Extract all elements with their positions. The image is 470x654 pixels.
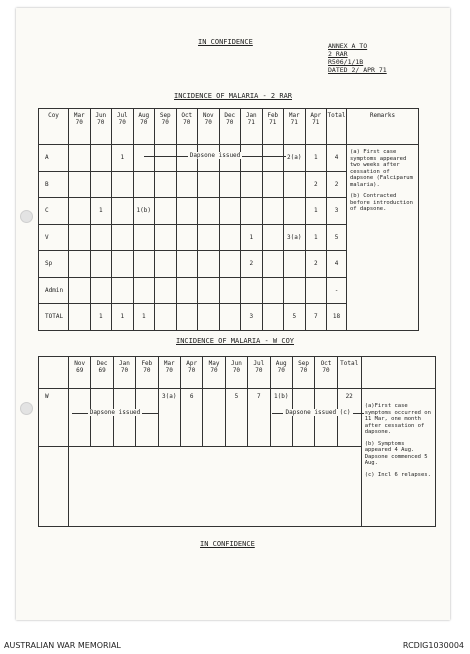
data-cell	[219, 304, 241, 331]
row-label: A	[39, 145, 69, 172]
document-page	[16, 8, 450, 620]
punch-hole	[20, 210, 33, 223]
row-label: Admin	[39, 277, 69, 304]
month-header	[136, 357, 158, 389]
data-cell: 1	[112, 304, 134, 331]
month-year: 70	[255, 367, 263, 374]
remark-note: (a)First case symptoms occurred on 11 Mar, one month after cessation of dapsone.	[364, 403, 431, 435]
data-cell	[284, 277, 306, 304]
month-name: Jun	[95, 112, 107, 119]
blank-header	[39, 357, 69, 389]
month-name: Nov	[74, 360, 86, 367]
data-cell	[133, 171, 155, 198]
annex-line: R506/1/1B	[328, 58, 364, 66]
month-year: 70	[226, 119, 234, 126]
month-name: Dec	[224, 112, 236, 119]
month-header	[90, 109, 112, 145]
data-cell	[91, 389, 113, 447]
remarks-cell	[361, 389, 435, 527]
month-name: Apr	[310, 112, 322, 119]
month-header	[284, 109, 306, 145]
total-cell: 5	[327, 224, 347, 251]
dapsone-issued-note: Dapsone issued (c)	[285, 409, 351, 416]
archive-footer	[0, 636, 470, 654]
annex-line: ANNEX A TO	[328, 42, 368, 50]
remark-note: (b) Contracted before introduction of dapsone.	[350, 193, 413, 212]
data-cell	[262, 304, 284, 331]
row-label: TOTAL	[39, 304, 69, 331]
month-name: Sep	[298, 360, 310, 367]
month-name: Apr	[186, 360, 198, 367]
remark-note: (c) Incl 6 relapses.	[364, 471, 431, 478]
data-cell	[90, 145, 112, 172]
data-cell	[219, 251, 241, 278]
data-cell	[155, 145, 177, 172]
data-cell	[176, 304, 198, 331]
data-cell	[284, 251, 306, 278]
row-label: W	[39, 389, 69, 447]
month-name: Aug	[138, 112, 150, 119]
data-cell	[176, 171, 198, 198]
month-name: Jan	[119, 360, 130, 367]
data-cell	[69, 389, 91, 447]
data-cell: 6	[180, 389, 202, 447]
header-row	[39, 357, 436, 389]
data-cell	[284, 171, 306, 198]
dapsone-issued-note: Dapsone issued	[189, 152, 241, 159]
data-cell	[315, 389, 337, 447]
data-cell: 1(b)	[133, 198, 155, 225]
data-cell	[198, 171, 220, 198]
data-cell: 1	[112, 145, 134, 172]
month-name: Jul	[253, 360, 265, 367]
data-cell	[241, 145, 263, 172]
month-name: Feb	[267, 112, 279, 119]
data-cell	[69, 198, 91, 225]
total-cell: 4	[327, 251, 347, 278]
data-cell: 2	[305, 251, 327, 278]
blank-cell	[69, 447, 362, 527]
data-cell	[90, 224, 112, 251]
month-name: Jun	[231, 360, 242, 367]
data-cell: 3(a)	[158, 389, 180, 447]
data-cell	[133, 224, 155, 251]
month-name: May	[208, 360, 220, 367]
punch-hole	[20, 402, 33, 415]
month-name: Oct	[320, 360, 332, 367]
total-cell: 3	[327, 198, 347, 225]
row-label: Sp	[39, 251, 69, 278]
data-cell	[198, 224, 220, 251]
month-year: 70	[232, 367, 241, 374]
data-cell	[262, 198, 284, 225]
month-name: Sep	[159, 112, 171, 119]
month-year: 70	[188, 367, 196, 374]
total-cell: 4	[327, 145, 347, 172]
data-cell	[155, 198, 177, 225]
month-header	[315, 357, 337, 389]
month-header	[305, 109, 327, 145]
data-cell	[155, 277, 177, 304]
month-year: 70	[322, 367, 330, 374]
remark-note: (a) First case symptoms appeared two weeks after cessation of dapsone (Falciparum malaria).	[350, 149, 413, 188]
data-cell	[155, 224, 177, 251]
month-year: 70	[165, 367, 173, 374]
data-cell: 2(a)	[284, 145, 306, 172]
coy-header: Coy	[39, 109, 69, 145]
data-cell: 5	[225, 389, 247, 447]
data-cell	[133, 145, 155, 172]
month-header	[219, 109, 241, 145]
annex-block	[328, 42, 387, 74]
total-cell: 18	[327, 304, 347, 331]
month-year: 70	[299, 367, 308, 374]
data-cell	[176, 198, 198, 225]
table-row	[39, 389, 436, 447]
data-cell: 3	[241, 304, 263, 331]
data-cell	[112, 251, 134, 278]
remarks-header: Remarks	[347, 109, 419, 145]
total-cell: 22	[337, 389, 361, 447]
total-cell: -	[327, 277, 347, 304]
data-cell	[155, 251, 177, 278]
data-cell	[198, 198, 220, 225]
month-year: 70	[161, 119, 169, 126]
remarks-header	[361, 357, 435, 389]
month-year: 69	[98, 367, 106, 374]
data-cell: 1	[90, 304, 112, 331]
month-header	[180, 357, 202, 389]
data-cell	[90, 251, 112, 278]
month-year: 70	[183, 119, 191, 126]
data-cell: 1	[133, 304, 155, 331]
data-cell	[219, 171, 241, 198]
data-cell	[90, 171, 112, 198]
data-cell	[219, 198, 241, 225]
data-cell	[69, 304, 91, 331]
month-header	[176, 109, 198, 145]
month-year: 71	[312, 119, 320, 126]
data-cell: 5	[284, 304, 306, 331]
data-cell	[112, 171, 134, 198]
data-cell	[241, 198, 263, 225]
month-header	[133, 109, 155, 145]
data-cell	[262, 171, 284, 198]
data-cell: 1	[305, 198, 327, 225]
data-cell	[69, 251, 91, 278]
data-cell: 7	[305, 304, 327, 331]
month-header	[292, 357, 314, 389]
total-header: Total	[337, 357, 361, 389]
malaria-2rar-table	[38, 108, 419, 331]
month-year: 70	[210, 367, 218, 374]
data-cell	[176, 251, 198, 278]
month-header	[262, 109, 284, 145]
month-name: Jan	[245, 112, 257, 119]
month-name: Mar	[288, 112, 300, 119]
month-year: 70	[277, 367, 285, 374]
row-label: B	[39, 171, 69, 198]
data-cell	[219, 277, 241, 304]
data-cell	[219, 224, 241, 251]
data-cell	[90, 277, 112, 304]
table1-title: INCIDENCE OF MALARIA - 2 RAR	[174, 92, 293, 100]
data-cell	[305, 277, 327, 304]
month-header	[270, 357, 292, 389]
blank-cell	[39, 447, 69, 527]
total-cell: 2	[327, 171, 347, 198]
month-year: 70	[118, 119, 126, 126]
data-cell	[176, 277, 198, 304]
malaria-wcoy-table	[38, 356, 436, 527]
data-cell	[262, 251, 284, 278]
data-cell: 7	[248, 389, 270, 447]
row-label: C	[39, 198, 69, 225]
classification-top: IN CONFIDENCE	[198, 38, 253, 46]
dapsone-issued-note: Dapsone issued	[89, 409, 141, 416]
month-header	[225, 357, 247, 389]
annex-line: 2 RAR	[328, 50, 348, 58]
month-year: 70	[140, 119, 148, 126]
month-header	[203, 357, 225, 389]
month-header	[91, 357, 113, 389]
data-cell	[69, 145, 91, 172]
remark-note: (b) Symptoms appeared 4 Aug. Dapsone commenced 5 Aug.	[364, 440, 428, 466]
data-cell: 1(b)	[270, 389, 292, 447]
footer-id: RCDIG1030004	[402, 641, 464, 650]
data-cell: 2	[305, 171, 327, 198]
total-header: Total	[327, 109, 347, 145]
data-cell	[133, 251, 155, 278]
month-name: Mar	[163, 360, 175, 367]
data-cell	[69, 277, 91, 304]
data-cell	[198, 277, 220, 304]
month-name: Oct	[181, 112, 193, 119]
month-name: Aug	[275, 360, 287, 367]
data-cell	[133, 277, 155, 304]
classification-bottom: IN CONFIDENCE	[200, 540, 255, 548]
month-header	[69, 109, 91, 145]
data-cell: 1	[241, 224, 263, 251]
data-cell	[241, 171, 263, 198]
month-header	[158, 357, 180, 389]
data-cell	[155, 171, 177, 198]
month-year: 70	[75, 119, 83, 126]
data-cell	[112, 198, 134, 225]
month-year: 70	[120, 367, 129, 374]
table2-title: INCIDENCE OF MALARIA - W COY	[176, 337, 295, 345]
data-cell	[69, 171, 91, 198]
data-cell	[155, 304, 177, 331]
data-cell	[176, 224, 198, 251]
data-cell	[198, 304, 220, 331]
month-header	[69, 357, 91, 389]
month-header	[113, 357, 135, 389]
data-cell	[262, 277, 284, 304]
data-cell	[284, 198, 306, 225]
month-name: Nov	[202, 112, 214, 119]
month-year: 69	[76, 367, 84, 374]
data-cell	[112, 224, 134, 251]
month-header	[241, 109, 263, 145]
month-name: Dec	[96, 360, 108, 367]
month-year: 71	[247, 119, 255, 126]
month-name: Mar	[73, 112, 85, 119]
data-cell	[198, 251, 220, 278]
data-cell	[262, 145, 284, 172]
data-cell	[136, 389, 158, 447]
month-year: 70	[97, 119, 105, 126]
data-cell	[203, 389, 225, 447]
data-cell: 1	[305, 145, 327, 172]
data-cell	[112, 277, 134, 304]
month-year: 70	[204, 119, 212, 126]
row-label: V	[39, 224, 69, 251]
annex-line: DATED 2/ APR 71	[328, 66, 387, 74]
remarks-cell	[347, 145, 419, 331]
month-header	[198, 109, 220, 145]
month-year: 71	[290, 119, 298, 126]
data-cell	[262, 224, 284, 251]
month-year: 70	[143, 367, 151, 374]
data-cell	[69, 224, 91, 251]
data-cell	[113, 389, 135, 447]
month-name: Feb	[141, 360, 153, 367]
data-cell: 2	[241, 251, 263, 278]
month-year: 71	[269, 119, 277, 126]
data-cell: 1	[305, 224, 327, 251]
data-cell: 1	[90, 198, 112, 225]
month-header	[155, 109, 177, 145]
month-header	[112, 109, 134, 145]
month-name: Jul	[116, 112, 128, 119]
header-row	[39, 109, 419, 145]
month-header	[248, 357, 270, 389]
data-cell	[292, 389, 314, 447]
data-cell	[241, 277, 263, 304]
data-cell: 3(a)	[284, 224, 306, 251]
footer-source: AUSTRALIAN WAR MEMORIAL	[4, 641, 121, 650]
